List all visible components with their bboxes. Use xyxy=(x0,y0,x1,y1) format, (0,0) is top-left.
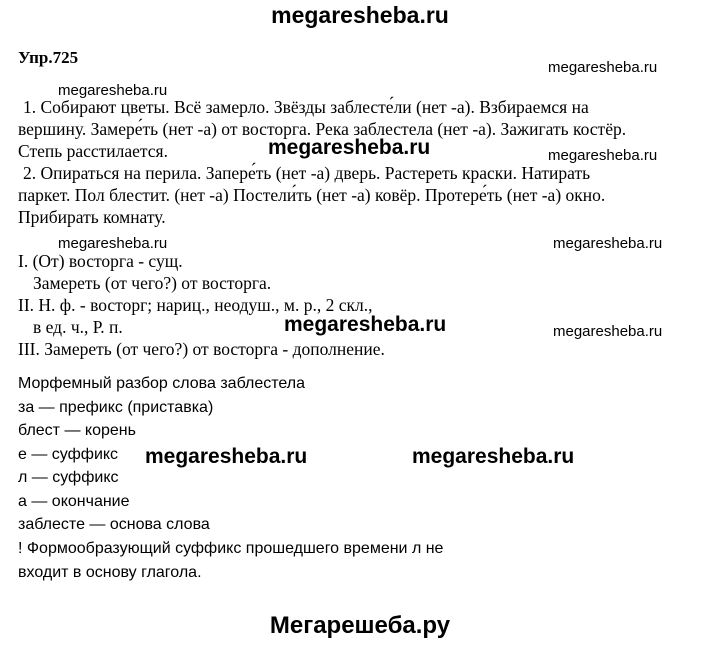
watermark: megaresheba.ru xyxy=(58,82,168,99)
watermark-bold: megaresheba.ru xyxy=(145,445,308,468)
exercise-title: Упр.725 xyxy=(18,48,79,67)
part1-line: вершину. Замере́ть (нет -а) от восторга. Река заблестела (нет -а). Зажигать костёр. xyxy=(18,119,627,139)
watermark-bold: megaresheba.ru xyxy=(284,313,447,336)
analysis-line: I. (От) восторга - сущ. xyxy=(18,251,183,271)
footer-watermark: Мегарешеба.ру xyxy=(269,612,451,639)
header-watermark: megaresheba.ru xyxy=(271,2,449,28)
morpheme-line: заблесте — основа слова xyxy=(18,516,210,533)
morpheme-line: Морфемный разбор слова заблестела xyxy=(18,375,306,392)
watermark-bold: megaresheba.ru xyxy=(268,136,431,159)
analysis-line: II. Н. ф. - восторг; нариц., неодуш., м. р., 2 скл., xyxy=(18,295,373,315)
analysis-line: III. Замереть (от чего?) от восторга - дополнение. xyxy=(18,339,385,359)
morpheme-line: а — окончание xyxy=(18,493,130,510)
morpheme-line: л — суффикс xyxy=(18,469,119,486)
watermark: megaresheba.ru xyxy=(553,235,663,252)
part1-line: Степь расстилается. xyxy=(18,141,168,161)
analysis-line: в ед. ч., Р. п. xyxy=(33,317,123,337)
watermark: megaresheba.ru xyxy=(58,235,168,252)
part2-line: 2. Опираться на перила. Запере́ть (нет -а) дверь. Растереть краски. Натирать xyxy=(23,163,591,183)
morpheme-line: входит в основу глагола. xyxy=(18,564,202,581)
part1-line: 1. Собирают цветы. Всё замерло. Звёзды заблесте́ли (нет -а). Взбираемся на xyxy=(23,97,589,117)
morpheme-line: блест — корень xyxy=(18,422,136,439)
watermark-bold: megaresheba.ru xyxy=(412,445,575,468)
analysis-line: Замереть (от чего?) от восторга. xyxy=(33,273,272,293)
morpheme-line: е — суффикс xyxy=(18,446,119,463)
morpheme-line: за — префикс (приставка) xyxy=(18,399,214,416)
part2-line: паркет. Пол блестит. (нет -а) Постели́ть (нет -а) ковёр. Протере́ть (нет -а) окно. xyxy=(18,185,606,205)
watermark: megaresheba.ru xyxy=(548,147,658,164)
watermark: megaresheba.ru xyxy=(553,323,663,340)
morpheme-line: ! Формообразующий суффикс прошедшего времени л не xyxy=(18,540,444,557)
watermark: megaresheba.ru xyxy=(548,59,658,76)
part2-line: Прибирать комнату. xyxy=(18,207,166,227)
